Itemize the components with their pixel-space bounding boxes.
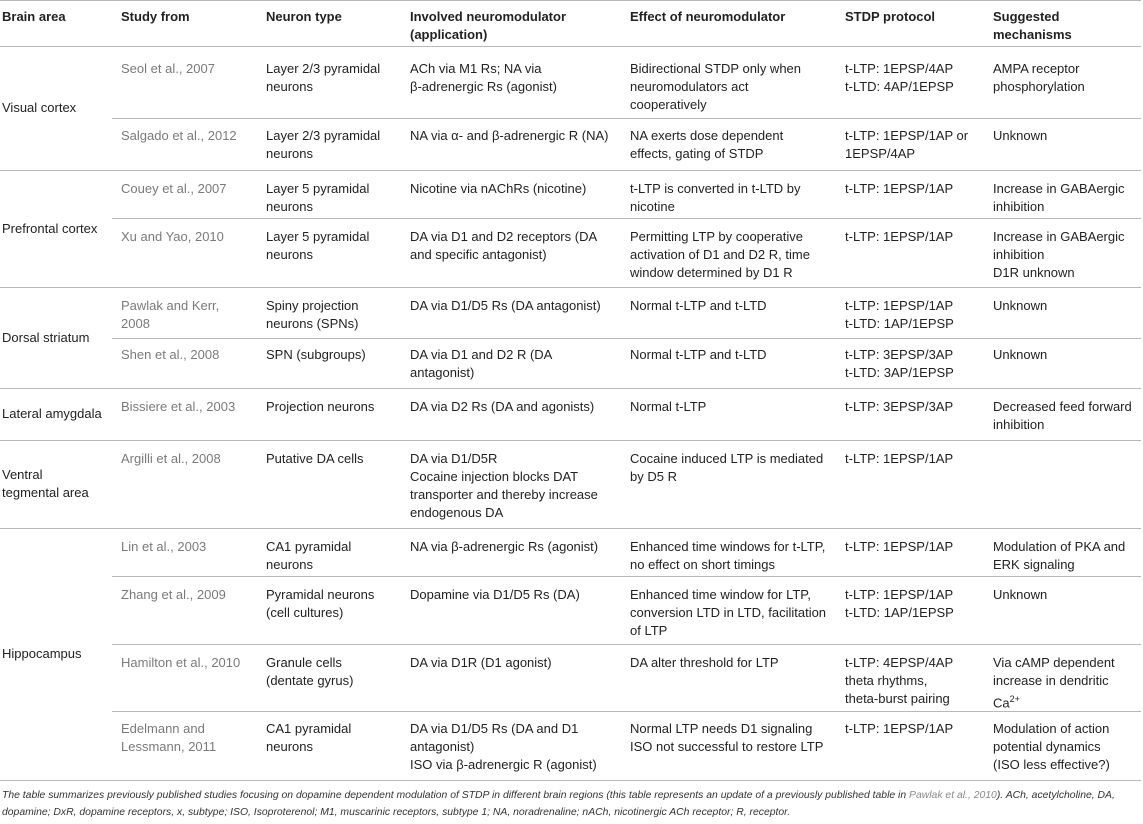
brain-area-label: Dorsal striatum bbox=[2, 330, 90, 345]
cell-protocol: t-LTP: 1EPSP/1AP bbox=[845, 539, 954, 554]
cell-protocol: t-LTP: 1EPSP/1AP or 1EPSP/4AP bbox=[845, 128, 969, 161]
cell-modulator: Nicotine via nAChRs (nicotine) bbox=[410, 181, 587, 196]
calcium-symbol: Ca bbox=[993, 695, 1010, 711]
cell-modulator: DA via D2 Rs (DA and agonists) bbox=[410, 399, 595, 414]
cell-mechanism: Unknown bbox=[993, 298, 1048, 313]
cell-study: Seol et al., 2007 bbox=[121, 61, 215, 76]
cell-study: Argilli et al., 2008 bbox=[121, 451, 221, 466]
group-divider bbox=[0, 440, 1141, 441]
cell-modulator: DA via D1/D5 Rs (DA antagonist) bbox=[410, 298, 601, 313]
cell-modulator: DA via D1R (D1 agonist) bbox=[410, 655, 552, 670]
cell-protocol: t-LTP: 4EPSP/4AP theta rhythms, theta-burst pairing bbox=[845, 655, 954, 706]
caption-text-before: The table summarizes previously published studies focusing on dopamine dependent modulation of STDP in different brain regions (this table represents an update of a previously published table in bbox=[2, 790, 910, 801]
calcium-charge: 2+ bbox=[1009, 694, 1020, 704]
header-neuron: Neuron type bbox=[266, 9, 342, 24]
brain-area-label: Prefrontal cortex bbox=[2, 221, 98, 236]
header-study: Study from bbox=[121, 9, 190, 24]
brain-area-label: Visual cortex bbox=[2, 100, 77, 115]
cell-study: Shen et al., 2008 bbox=[121, 347, 220, 362]
cell-study: Salgado et al., 2012 bbox=[121, 128, 237, 143]
mechanism-calcium bbox=[993, 690, 1141, 712]
cell-mechanism: Modulation of PKA and ERK signaling bbox=[993, 539, 1126, 572]
cell-mechanism: Unknown bbox=[993, 128, 1048, 143]
cell-modulator: DA via D1 and D2 receptors (DA and specific antagonist) bbox=[410, 229, 598, 262]
cell-mechanism: Modulation of action potential dynamics (ISO less effective?) bbox=[993, 721, 1110, 772]
row-divider bbox=[112, 338, 1141, 339]
brain-area-label: Hippocampus bbox=[2, 646, 82, 661]
cell-protocol: t-LTP: 1EPSP/1AP t-LTD: 1AP/1EPSP bbox=[845, 298, 954, 331]
cell-study: Lin et al., 2003 bbox=[121, 539, 207, 554]
cell-neuron: CA1 pyramidal neurons bbox=[266, 539, 352, 572]
cell-modulator: NA via α- and β-adrenergic R (NA) bbox=[410, 128, 609, 143]
cell-study: Hamilton et al., 2010 bbox=[121, 655, 241, 670]
cell-study: Xu and Yao, 2010 bbox=[121, 229, 224, 244]
cell-neuron: Layer 2/3 pyramidal neurons bbox=[266, 128, 381, 161]
group-divider bbox=[0, 170, 1141, 171]
brain-area-label: Ventral tegmental area bbox=[2, 467, 89, 500]
cell-effect: Enhanced time windows for t-LTP, no effect on short timings bbox=[630, 539, 826, 572]
cell-study: Zhang et al., 2009 bbox=[121, 587, 226, 602]
row-divider bbox=[112, 576, 1141, 577]
cell-effect: Normal t-LTP and t-LTD bbox=[630, 347, 767, 362]
cell-neuron: Pyramidal neurons (cell cultures) bbox=[266, 587, 375, 620]
cell-modulator: Dopamine via D1/D5 Rs (DA) bbox=[410, 587, 580, 602]
group-divider bbox=[0, 528, 1141, 529]
cell-mechanism: AMPA receptor phosphorylation bbox=[993, 61, 1085, 94]
cell-effect: Normal t-LTP bbox=[630, 399, 707, 414]
group-divider bbox=[0, 780, 1141, 781]
cell-mechanism: Via cAMP dependent increase in dendritic bbox=[993, 655, 1115, 688]
cell-study: Edelmann and Lessmann, 2011 bbox=[121, 721, 217, 754]
cell-mechanism: Increase in GABAergic inhibition bbox=[993, 181, 1125, 214]
cell-modulator: NA via β-adrenergic Rs (agonist) bbox=[410, 539, 599, 554]
cell-modulator: ACh via M1 Rs; NA via β-adrenergic Rs (agonist) bbox=[410, 61, 557, 94]
cell-mechanism: Unknown bbox=[993, 587, 1048, 602]
cell-effect: NA exerts dose dependent effects, gating of STDP bbox=[630, 128, 784, 161]
row-divider bbox=[112, 711, 1141, 712]
cell-modulator: DA via D1/D5 Rs (DA and D1 antagonist) ISO via β-adrenergic R (agonist) bbox=[410, 721, 597, 772]
cell-effect: Bidirectional STDP only when neuromodulators act cooperatively bbox=[630, 61, 802, 112]
cell-protocol: t-LTP: 1EPSP/1AP bbox=[845, 451, 954, 466]
table-top-rule bbox=[0, 0, 1141, 1]
cell-protocol: t-LTP: 1EPSP/1AP bbox=[845, 721, 954, 736]
cell-mechanism: Decreased feed forward inhibition bbox=[993, 399, 1132, 432]
header-modulator: Involved neuromodulator (application) bbox=[410, 9, 567, 42]
cell-mechanism: Unknown bbox=[993, 347, 1048, 362]
cell-neuron: CA1 pyramidal neurons bbox=[266, 721, 352, 754]
header-protocol: STDP protocol bbox=[845, 9, 936, 24]
cell-neuron: Layer 2/3 pyramidal neurons bbox=[266, 61, 381, 94]
cell-neuron: Spiny projection neurons (SPNs) bbox=[266, 298, 359, 331]
cell-effect: Cocaine induced LTP is mediated by D5 R bbox=[630, 451, 824, 484]
row-divider bbox=[112, 118, 1141, 119]
group-divider bbox=[0, 287, 1141, 288]
cell-neuron: Projection neurons bbox=[266, 399, 375, 414]
cell-mechanism: Increase in GABAergic inhibition D1R unknown bbox=[993, 229, 1125, 280]
cell-study: Bissiere et al., 2003 bbox=[121, 399, 236, 414]
cell-effect: Permitting LTP by cooperative activation of D1 and D2 R, time window determined by D1 R bbox=[630, 229, 810, 280]
cell-modulator: DA via D1/D5R Cocaine injection blocks DAT transporter and thereby increase endogenous DA bbox=[410, 451, 598, 520]
cell-modulator: DA via D1 and D2 R (DA antagonist) bbox=[410, 347, 553, 380]
cell-neuron: Layer 5 pyramidal neurons bbox=[266, 229, 370, 262]
cell-protocol: t-LTP: 1EPSP/1AP t-LTD: 1AP/1EPSP bbox=[845, 587, 954, 620]
header-area: Brain area bbox=[2, 9, 66, 24]
cell-study: Couey et al., 2007 bbox=[121, 181, 227, 196]
cell-protocol: t-LTP: 1EPSP/1AP bbox=[845, 181, 954, 196]
cell-effect: Enhanced time window for LTP, conversion LTD in LTD, facilitation of LTP bbox=[630, 587, 827, 638]
brain-area-label: Lateral amygdala bbox=[2, 406, 102, 421]
cell-effect: Normal t-LTP and t-LTD bbox=[630, 298, 767, 313]
cell-protocol: t-LTP: 1EPSP/4AP t-LTD: 4AP/1EPSP bbox=[845, 61, 954, 94]
header-mechanism: Suggested mechanisms bbox=[993, 9, 1072, 42]
cell-effect: t-LTP is converted in t-LTD by nicotine bbox=[630, 181, 801, 214]
cell-study: Pawlak and Kerr, 2008 bbox=[121, 298, 220, 331]
caption-reference-link[interactable]: Pawlak et al., 2010 bbox=[909, 790, 997, 801]
header-effect: Effect of neuromodulator bbox=[630, 9, 786, 24]
cell-effect: Normal LTP needs D1 signaling ISO not successful to restore LTP bbox=[630, 721, 824, 754]
table-caption bbox=[2, 787, 1140, 821]
cell-neuron: Putative DA cells bbox=[266, 451, 364, 466]
group-divider bbox=[0, 388, 1141, 389]
header-rule bbox=[0, 46, 1141, 47]
cell-neuron: Layer 5 pyramidal neurons bbox=[266, 181, 370, 214]
cell-protocol: t-LTP: 1EPSP/1AP bbox=[845, 229, 954, 244]
cell-protocol: t-LTP: 3EPSP/3AP bbox=[845, 399, 954, 414]
caption-text-after: ). ACh, acetylcholine, DA, dopamine; DxR, dopamine receptors, x, subtype; ISO, Isoproterenol; M1, muscarinic receptors, subtype 1; NA, noradrenaline; nACh, nicotinergic ACh receptor; R, receptor. bbox=[2, 790, 1115, 818]
cell-effect: DA alter threshold for LTP bbox=[630, 655, 779, 670]
cell-neuron: Granule cells (dentate gyrus) bbox=[266, 655, 354, 688]
row-divider bbox=[112, 644, 1141, 645]
row-divider bbox=[112, 218, 1141, 219]
cell-protocol: t-LTP: 3EPSP/3AP t-LTD: 3AP/1EPSP bbox=[845, 347, 954, 380]
cell-neuron: SPN (subgroups) bbox=[266, 347, 366, 362]
